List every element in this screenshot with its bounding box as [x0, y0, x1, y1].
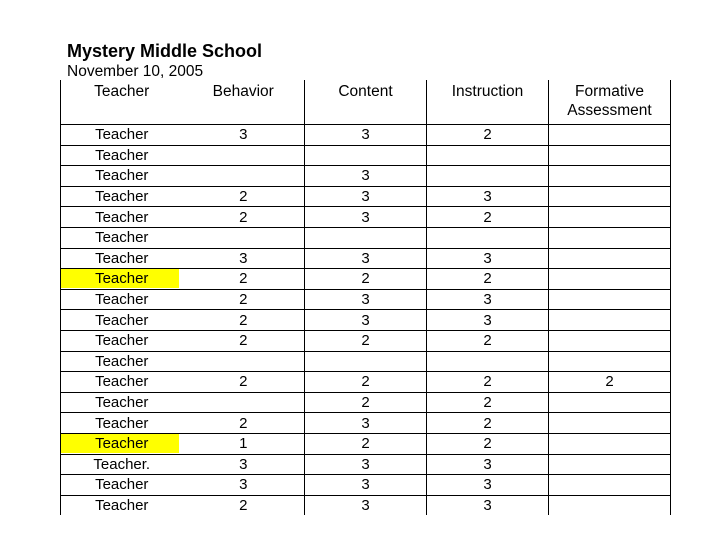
behavior-score-cell: 2: [183, 310, 305, 331]
behavior-score-cell: [183, 227, 305, 248]
teacher-name-cell: [61, 145, 183, 166]
behavior-score-cell: 2: [183, 207, 305, 228]
teacher-name: Teacher: [95, 126, 149, 144]
table-row: [61, 248, 671, 269]
teacher-name-cell: [61, 227, 183, 248]
teacher-name-cell: [61, 207, 183, 228]
formative-assessment-cell: [549, 145, 671, 166]
teacher-name-cell: [61, 269, 183, 290]
formative-assessment-cell: [549, 310, 671, 331]
teacher-name: Teacher: [95, 414, 149, 432]
content-score-cell: 3: [305, 289, 427, 310]
teacher-name-cell: [61, 495, 183, 515]
table-row: [61, 413, 671, 434]
instruction-score-cell: [427, 166, 549, 187]
highlighted-teacher-name: Teacher: [61, 269, 179, 288]
instruction-score-cell: 2: [427, 125, 549, 146]
teacher-name-cell: [61, 392, 183, 413]
instruction-score-cell: 3: [427, 289, 549, 310]
report-date: November 10, 2005: [67, 63, 204, 80]
teacher-name-cell: [61, 433, 183, 454]
teacher-name: Teacher: [95, 311, 149, 329]
teacher-name: Teacher: [95, 249, 149, 267]
teacher-name-cell: [61, 351, 183, 372]
table-row: [61, 269, 671, 290]
formative-assessment-cell: [549, 454, 671, 475]
header-teacher: Teacher: [61, 80, 183, 125]
formative-assessment-cell: [549, 495, 671, 515]
teacher-name: Teacher: [95, 496, 149, 514]
teacher-name: Teacher.: [93, 455, 151, 473]
behavior-score-cell: 1: [183, 433, 305, 454]
formative-assessment-cell: [549, 248, 671, 269]
table-row: [61, 495, 671, 515]
formative-assessment-cell: [549, 475, 671, 496]
content-score-cell: [305, 227, 427, 248]
formative-assessment-cell: [549, 392, 671, 413]
content-score-cell: 2: [305, 392, 427, 413]
content-score-cell: [305, 145, 427, 166]
teacher-name: Teacher: [95, 394, 149, 412]
teacher-name-cell: [61, 248, 183, 269]
formative-assessment-cell: [549, 227, 671, 248]
instruction-score-cell: 2: [427, 413, 549, 434]
table-row: [61, 166, 671, 187]
content-score-cell: 3: [305, 475, 427, 496]
table-row: [61, 475, 671, 496]
behavior-score-cell: 2: [183, 269, 305, 290]
behavior-score-cell: 2: [183, 330, 305, 351]
teacher-name: Teacher: [95, 146, 149, 164]
formative-assessment-cell: [549, 433, 671, 454]
teacher-name-cell: [61, 454, 183, 475]
content-score-cell: 3: [305, 125, 427, 146]
teacher-name: Teacher: [95, 291, 149, 309]
header-content: Content: [305, 80, 427, 125]
teacher-name-cell: [61, 186, 183, 207]
table-row: [61, 330, 671, 351]
formative-assessment-cell: [549, 207, 671, 228]
content-score-cell: 2: [305, 372, 427, 393]
formative-assessment-cell: [549, 166, 671, 187]
formative-assessment-cell: [549, 413, 671, 434]
teacher-name-cell: [61, 289, 183, 310]
instruction-score-cell: [427, 145, 549, 166]
instruction-score-cell: 2: [427, 372, 549, 393]
table-row: [61, 392, 671, 413]
behavior-score-cell: 2: [183, 186, 305, 207]
formative-assessment-cell: [549, 330, 671, 351]
teacher-name: Teacher: [95, 188, 149, 206]
behavior-score-cell: [183, 351, 305, 372]
instruction-score-cell: [427, 227, 549, 248]
instruction-score-cell: 2: [427, 392, 549, 413]
teacher-name-cell: [61, 166, 183, 187]
table-row: [61, 372, 671, 393]
table-row: [61, 433, 671, 454]
behavior-score-cell: 3: [183, 248, 305, 269]
teacher-name-cell: [61, 125, 183, 146]
header-instruction: Instruction: [427, 80, 549, 125]
content-score-cell: 3: [305, 166, 427, 187]
teacher-name-cell: [61, 413, 183, 434]
formative-assessment-cell: [549, 186, 671, 207]
scores-table-body: [61, 80, 671, 515]
instruction-score-cell: 3: [427, 186, 549, 207]
behavior-score-cell: 2: [183, 372, 305, 393]
instruction-score-cell: 3: [427, 454, 549, 475]
header-behavior: Behavior: [183, 80, 305, 125]
formative-assessment-cell: [549, 351, 671, 372]
instruction-score-cell: 3: [427, 310, 549, 331]
content-score-cell: 3: [305, 495, 427, 515]
instruction-score-cell: 2: [427, 207, 549, 228]
teacher-name-cell: [61, 475, 183, 496]
instruction-score-cell: 3: [427, 475, 549, 496]
behavior-score-cell: 2: [183, 289, 305, 310]
table-row: [61, 351, 671, 372]
behavior-score-cell: 3: [183, 125, 305, 146]
teacher-name: Teacher: [95, 208, 149, 226]
behavior-score-cell: 3: [183, 454, 305, 475]
content-score-cell: 3: [305, 413, 427, 434]
teacher-name-cell: [61, 310, 183, 331]
behavior-score-cell: [183, 392, 305, 413]
teacher-name-cell: [61, 330, 183, 351]
content-score-cell: 3: [305, 454, 427, 475]
school-title: Mystery Middle School: [67, 41, 263, 61]
instruction-score-cell: 3: [427, 248, 549, 269]
table-row: [61, 186, 671, 207]
content-score-cell: 2: [305, 433, 427, 454]
teacher-name-cell: [61, 372, 183, 393]
instruction-score-cell: [427, 351, 549, 372]
content-score-cell: 2: [305, 269, 427, 290]
table-header-row: [61, 80, 671, 125]
content-score-cell: 3: [305, 186, 427, 207]
behavior-score-cell: [183, 145, 305, 166]
teacher-name: Teacher: [95, 373, 149, 391]
scores-table: [60, 80, 671, 515]
content-score-cell: [305, 351, 427, 372]
table-row: [61, 125, 671, 146]
instruction-score-cell: 2: [427, 269, 549, 290]
table-row: [61, 289, 671, 310]
behavior-score-cell: [183, 166, 305, 187]
table-row: [61, 207, 671, 228]
table-row: [61, 227, 671, 248]
teacher-name: Teacher: [95, 229, 149, 247]
behavior-score-cell: 2: [239, 496, 248, 514]
formative-assessment-cell: [549, 125, 671, 146]
instruction-score-cell: 2: [427, 433, 549, 454]
instruction-score-cell: 2: [427, 330, 549, 351]
teacher-name: Teacher: [95, 332, 149, 350]
table-row: [61, 310, 671, 331]
highlighted-teacher-name: Teacher: [61, 434, 179, 453]
table-row: [61, 454, 671, 475]
formative-assessment-cell: [549, 289, 671, 310]
header-formative-assessment: Formative Assessment: [549, 80, 671, 125]
formative-assessment-cell: 2: [549, 372, 671, 393]
instruction-score-cell: 3: [427, 495, 549, 515]
formative-assessment-cell: [549, 269, 671, 290]
content-score-cell: 3: [305, 248, 427, 269]
teacher-name: Teacher: [95, 167, 149, 185]
content-score-cell: 2: [305, 330, 427, 351]
content-score-cell: 3: [305, 207, 427, 228]
teacher-name: Teacher: [95, 352, 149, 370]
content-score-cell: 3: [305, 310, 427, 331]
table-row: [61, 145, 671, 166]
behavior-score-cell: 3: [183, 475, 305, 496]
behavior-score-cell: 2: [183, 413, 305, 434]
teacher-name: Teacher: [95, 476, 149, 494]
